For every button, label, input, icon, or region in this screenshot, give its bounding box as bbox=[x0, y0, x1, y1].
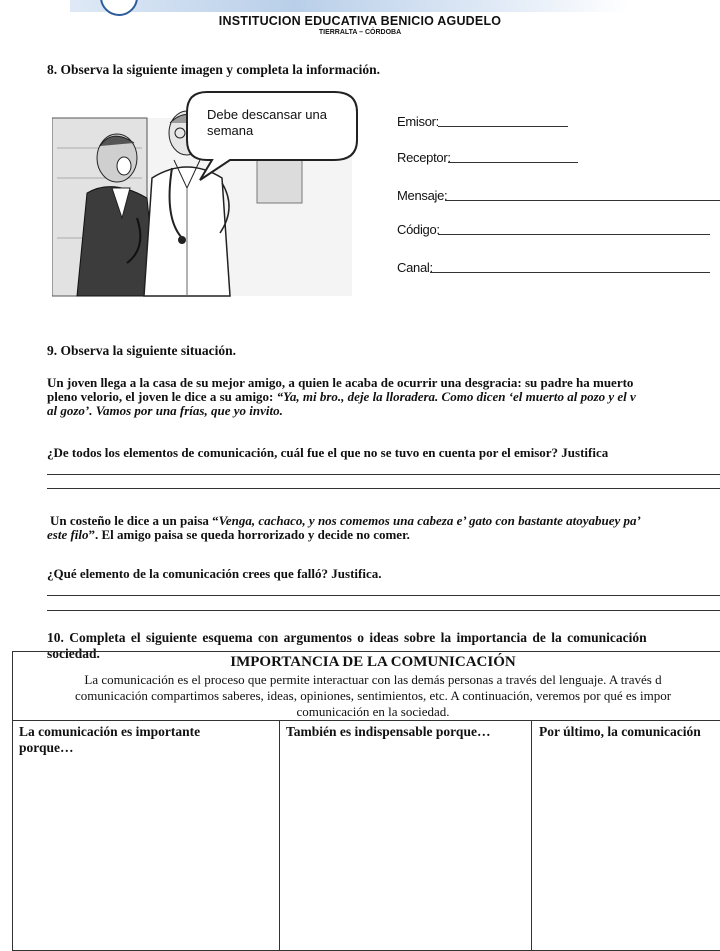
field-label-codigo: Código: bbox=[397, 222, 440, 237]
answer-line-2[interactable] bbox=[47, 488, 720, 489]
situation-2-quote: Venga, cachaco, y nos comemos una cabeza e’ gato con bastante atoyabuey pa’ bbox=[218, 513, 641, 528]
table-intro-line-1: La comunicación es el proceso que permite interactuar con las demás personas a través del lenguaje. A través d bbox=[84, 672, 662, 687]
table-cell-1[interactable] bbox=[14, 760, 278, 945]
situation-1-quote: “Ya, mi bro., deje la lloradera. Como dicen ‘el muerto al pozo y el v bbox=[276, 389, 636, 404]
question-9-title: 9. Observa la siguiente situación. bbox=[47, 343, 237, 358]
table-intro-line-3: comunicación en la sociedad. bbox=[296, 704, 450, 719]
speech-bubble-text bbox=[207, 107, 327, 139]
situation-2-line-1 bbox=[50, 514, 641, 528]
field-line-canal[interactable] bbox=[430, 272, 710, 273]
field-label-emisor: Emisor: bbox=[397, 114, 439, 129]
speech-line-1: Debe descansar una bbox=[207, 107, 327, 122]
field-line-receptor[interactable] bbox=[448, 162, 578, 163]
field-line-emisor[interactable] bbox=[438, 126, 568, 127]
column-1-line-1: La comunicación es importante bbox=[19, 724, 201, 739]
answer-line-3[interactable] bbox=[47, 595, 720, 596]
table-divider bbox=[13, 720, 720, 721]
field-label-mensaje: Mensaje: bbox=[397, 188, 448, 203]
institution-title: INSTITUCION EDUCATIVA BENICIO AGUDELO bbox=[218, 14, 502, 28]
question-10-line-2: sociedad. bbox=[47, 646, 100, 661]
situation-1-line-3: al gozo’. Vamos por una frías, que yo invito. bbox=[47, 403, 283, 418]
answer-line-4[interactable] bbox=[47, 610, 720, 611]
institution-location: TIERRALTA – CÓRDOBA bbox=[318, 29, 402, 36]
table-column-3-header: Por último, la comunicación bbox=[539, 724, 701, 739]
question-10-line-1: 10. Completa el siguiente esquema con argumentos o ideas sobre la importancia de la comunicación bbox=[47, 630, 647, 645]
situation-1-line-2 bbox=[47, 390, 720, 404]
situation-2-line-1a: Un costeño le dice a un paisa “ bbox=[50, 513, 219, 528]
field-line-codigo[interactable] bbox=[438, 234, 710, 235]
header-banner bbox=[70, 0, 630, 12]
field-line-mensaje[interactable] bbox=[445, 200, 720, 201]
column-1-line-2: porque… bbox=[19, 740, 74, 755]
table-cell-3[interactable] bbox=[532, 760, 720, 945]
table-column-2-header: También es indispensable porque… bbox=[286, 724, 491, 739]
situation-2 bbox=[47, 513, 641, 542]
situation-1 bbox=[47, 376, 720, 418]
table-column-1-header bbox=[19, 724, 274, 756]
question-9-prompt-2: ¿Qué elemento de la comunicación crees que falló? Justifica. bbox=[47, 566, 382, 581]
question-9-prompt-1: ¿De todos los elementos de comunicación, cuál fue el que no se tuvo en cuenta por el emisor? Justifica bbox=[47, 445, 609, 460]
situation-2-line-2 bbox=[47, 528, 641, 542]
situation-2-line-2b: ”. El amigo paisa se queda horrorizado y decide no comer. bbox=[88, 527, 410, 542]
table-intro-line-2: comunicación compartimos saberes, ideas, opiniones, sentimientos, etc. A continuación, veremos por qué es impor bbox=[74, 688, 672, 703]
speech-line-2: semana bbox=[207, 123, 254, 138]
importance-table bbox=[12, 651, 720, 951]
situation-1-line-2a: pleno velorio, el joven le dice a su amigo: bbox=[47, 389, 277, 404]
field-label-receptor: Receptor: bbox=[397, 150, 451, 165]
table-cell-2[interactable] bbox=[280, 760, 530, 945]
answer-line-1[interactable] bbox=[47, 474, 720, 475]
field-label-canal: Canal: bbox=[397, 260, 433, 275]
situation-1-line-1: Un joven llega a la casa de su mejor amigo, a quien le acaba de ocurrir una desgracia: su padre ha muerto bbox=[47, 375, 634, 390]
question-8-title: 8. Observa la siguiente imagen y completa la información. bbox=[47, 62, 380, 77]
table-title: IMPORTANCIA DE LA COMUNICACIÓN bbox=[230, 654, 516, 670]
situation-2-line-2a: este filo bbox=[47, 527, 89, 542]
